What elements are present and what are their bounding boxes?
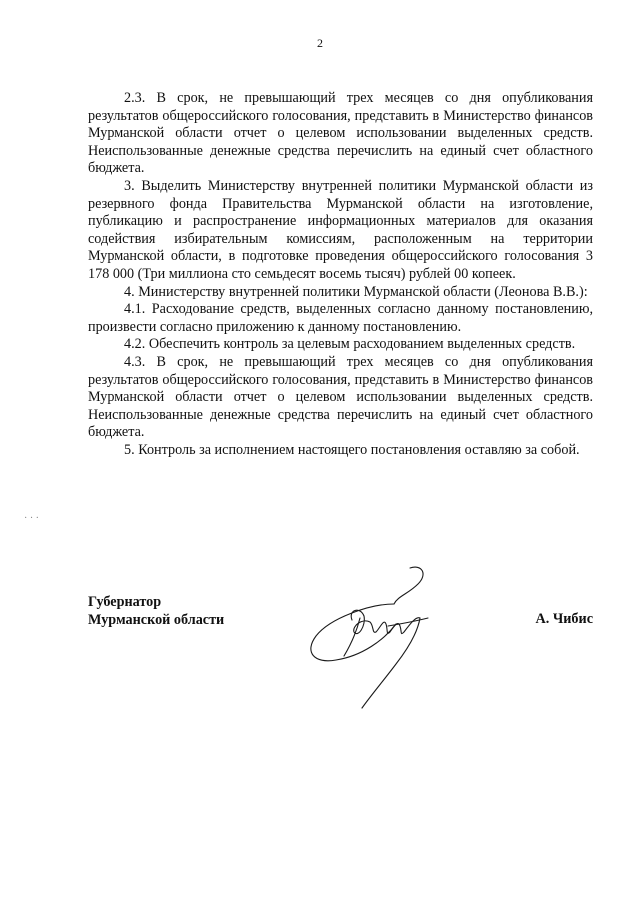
paragraph-4-1: 4.1. Расходование средств, выделенных согласно данному постановлению, произвести согласно приложению к данному постановлению. xyxy=(88,301,593,335)
handwritten-signature xyxy=(300,560,470,720)
paragraph-4: 4. Министерству внутренней политики Мурманской области (Леонова В.В.): xyxy=(124,283,588,300)
signatory-title xyxy=(88,594,224,629)
scan-speck: · · · xyxy=(24,513,39,524)
page-number: 2 xyxy=(317,36,323,50)
signatory-title-line1: Губернатор xyxy=(88,594,162,610)
paragraph-5: 5. Контроль за исполнением настоящего постановления оставляю за собой. xyxy=(124,441,580,458)
paragraph-2-3: 2.3. В срок, не превышающий трех месяцев со дня опубликования результатов общероссийского голосования, представить в Министерство финансов Мурманской области отчет о целевом использовании выделенных средств. Неиспользованные денежные средства перечислить на единый счет областного бюджета. xyxy=(88,90,593,177)
paragraph-4-2: 4.2. Обеспечить контроль за целевым расходованием выделенных средств. xyxy=(124,336,576,353)
document-body xyxy=(88,90,593,459)
paragraph-4-3: 4.3. В срок, не превышающий трех месяцев со дня опубликования результатов общероссийского голосования, представить в Министерство финансов Мурманской области отчет о целевом использовании выделенных средств. Неиспользованные денежные средства перечислить на единый счет областного бюджета. xyxy=(88,353,593,441)
paragraph-3: 3. Выделить Министерству внутренней политики Мурманской области из резервного фонда Правительства Мурманской области на изготовление, публикацию и распространение информационных материалов для оказания содействия избирательным комиссиям, расположенным на территории Мурманской области, в подготовке проведения общероссийского голосования 3 178 000 (Три миллиона сто семьдесят восемь тысяч) рублей 00 копеек. xyxy=(88,177,593,282)
signatory-title-line2: Мурманской области xyxy=(88,611,225,628)
signatory-name: А. Чибис xyxy=(535,611,593,627)
